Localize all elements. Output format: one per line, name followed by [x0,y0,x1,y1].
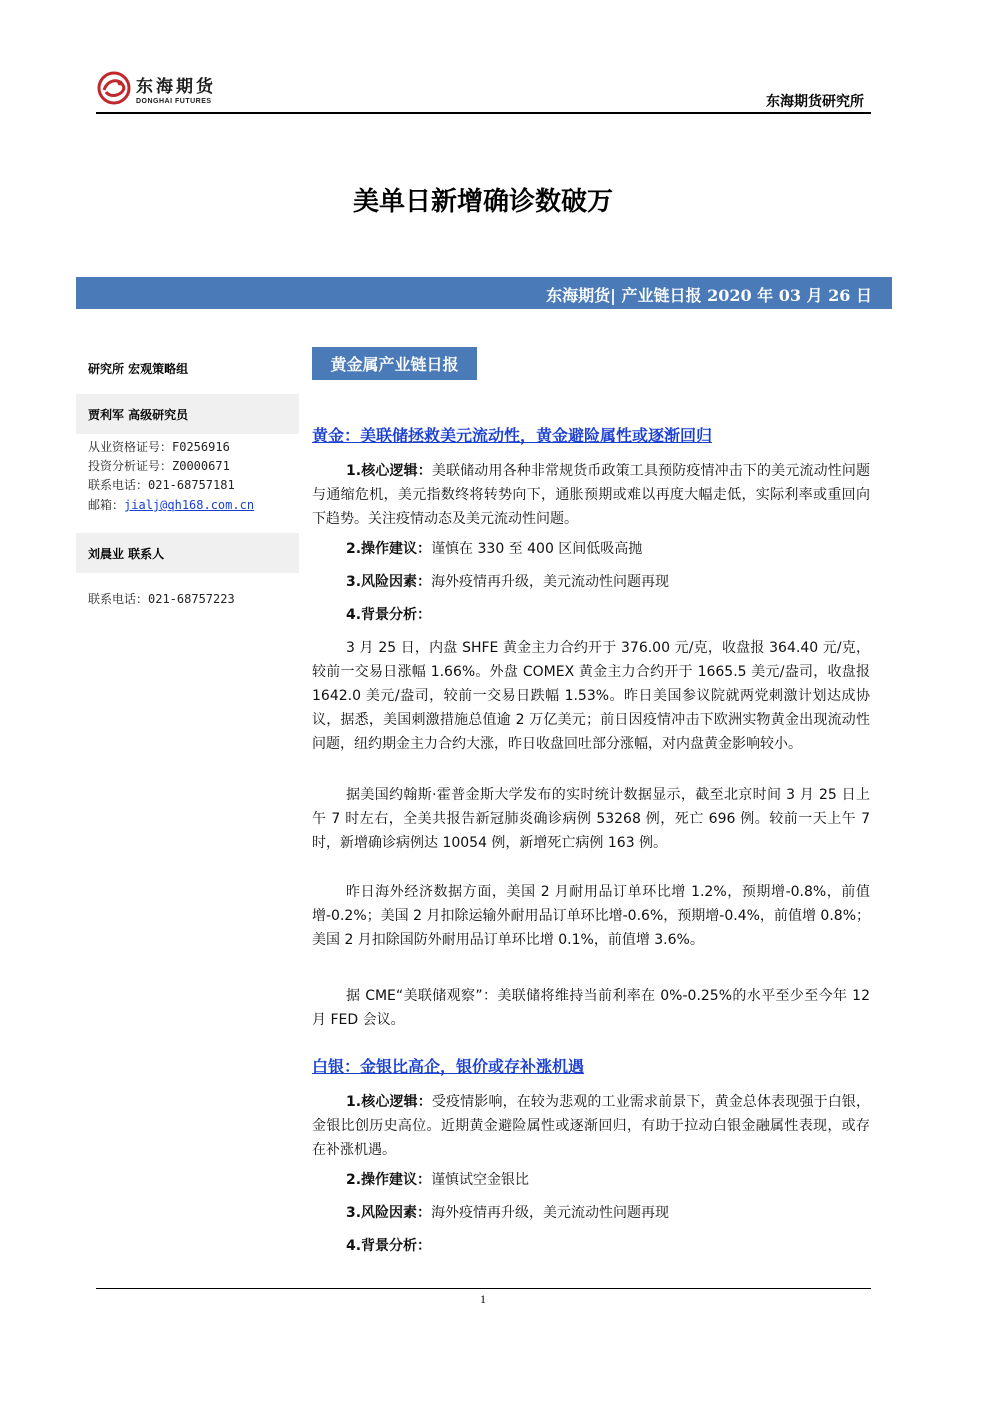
sidebar-analyst1-name: 贾利军 高级研究员 [88,408,189,422]
banner-text: 东海期货| 产业链日报 2020 年 03 月 26 日 [546,286,872,305]
gold-bg-paragraph-3: 昨日海外经济数据方面，美国 2 月耐用品订单环比增 1.2%，预期增-0.8%，前值增-0.2%；美国 2 月扣除运输外耐用品订单环比增-0.6%，预期增-0.4%，前值增 0.8%；美国 2 月扣除国防外耐用品订单环比增 0.1%，前值增 3.6%。 [312,884,870,948]
silver-risk-label: 3.风险因素： [346,1205,432,1221]
silver-risk [346,1201,669,1225]
gold-risk-text: 海外疫情再升级，美元流动性问题再现 [431,574,670,590]
silver-op-label: 2.操作建议： [346,1172,432,1188]
logo-english-text: DONGHAI FUTURES [136,97,212,105]
gold-core-logic [312,459,870,531]
dragon-logo-icon [96,68,132,108]
report-banner [76,277,892,309]
silver-operation [346,1168,529,1192]
gold-heading-link[interactable]: 黄金：美联储拯救美元流动性，黄金避险属性或逐渐回归 [312,426,713,445]
section-tag: 黄金属产业链日报 [312,347,477,380]
logo-chinese-text: 东海期货 [136,76,216,97]
email-link[interactable]: jialj@qh168.com.cn [124,498,255,512]
page-number: 1 [480,1292,486,1306]
sidebar-department: 研究所 宏观策略组 [88,362,189,376]
silver-core-label: 1.核心逻辑： [346,1094,432,1110]
sidebar-analyst1-license: 投资分析证号：Z0000671 [88,459,230,473]
document-title: 美单日新增确诊数破万 [352,187,613,217]
silver-heading-link[interactable]: 白银：金银比高企，银价或存补涨机遇 [312,1057,585,1076]
silver-risk-text: 海外疫情再升级，美元流动性问题再现 [431,1205,670,1221]
silver-core-text: 受疫情影响，在较为悲观的工业需求前景下，黄金总体表现强于白银，金银比创历史高位。近期黄金避险属性或逐渐回归，有助于拉动白银金融属性表现，或存在补涨机遇。 [312,1094,871,1158]
gold-bg-paragraph-1: 3 月 25 日，内盘 SHFE 黄金主力合约开于 376.00 元/克，收盘报 364.40 元/克，较前一交易日涨幅 1.66%。外盘 COMEX 黄金主力合约开于 1665.5 美元/盎司，收盘报 1642.0 美元/盎司，较前一交易日跌幅 1.53%。昨日美国参议院就两党刺激计划达成协议，据悉，美国刺激措施总值逾 2 万亿美元；前日因疫情冲击下欧洲实物黄金出现流动性问题，纽约期金主力合约大涨，昨日收盘回吐部分涨幅，对内盘黄金影响较小。 [312,640,870,752]
silver-background-label: 4.背景分析： [346,1238,432,1254]
footer-divider [96,1288,871,1289]
gold-background-label: 4.背景分析： [346,607,432,623]
gold-operation [346,537,642,561]
sidebar-analyst2-phone: 联系电话：021-68757223 [88,592,235,606]
header-divider [96,112,871,114]
company-logo [96,66,236,110]
sidebar-analyst2-name: 刘晨业 联系人 [88,547,165,561]
sidebar-analyst1-qualification: 从业资格证号：F0256916 [88,440,230,454]
gold-risk [346,570,669,594]
gold-bg-paragraph-2: 据美国约翰斯·霍普金斯大学发布的实时统计数据显示，截至北京时间 3 月 25 日上午 7 时左右，全美共报告新冠肺炎确诊病例 53268 例，死亡 696 例。较前一天上午 7 时，新增确诊病例达 10054 例，新增死亡病例 163 例。 [312,787,870,851]
email-label: 邮箱： [88,498,125,512]
gold-op-text: 谨慎在 330 至 400 区间低吸高抛 [431,541,643,557]
gold-bg-paragraph-4: 据 CME“美联储观察”：美联储将维持当前利率在 0%-0.25%的水平至少至今年 12 月 FED 会议。 [312,988,870,1028]
gold-risk-label: 3.风险因素： [346,574,432,590]
silver-core-logic [312,1090,870,1162]
silver-op-text: 谨慎试空金银比 [431,1172,530,1188]
gold-op-label: 2.操作建议： [346,541,432,557]
sidebar-analyst1-phone: 联系电话：021-68757181 [88,478,235,492]
header-organization: 东海期货研究所 [766,94,864,110]
gold-core-text: 美联储动用各种非常规货币政策工具预防疫情冲击下的美元流动性问题与通缩危机，美元指数终将转势向下，通胀预期或难以再度大幅走低，实际利率或重回向下趋势。关注疫情动态及美元流动性问题。 [312,463,871,527]
gold-core-label: 1.核心逻辑： [346,463,432,479]
sidebar-analyst1-email-row [88,496,254,513]
